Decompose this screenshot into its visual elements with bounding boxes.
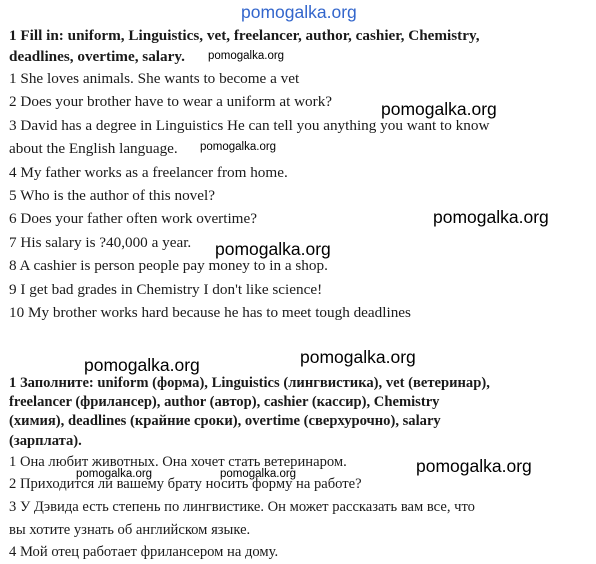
- watermark-large: pomogalka.org: [300, 347, 416, 367]
- russian-answer-3b: вы хотите узнать об английском языке.: [9, 521, 251, 538]
- english-heading-line-2: deadlines, overtime, salary.: [9, 47, 185, 65]
- english-answer-2: 2 Does your brother have to wear a uniform at work?: [9, 93, 333, 111]
- english-answer-3b: about the English language.: [9, 140, 178, 158]
- russian-heading-line-3: (химия), deadlines (крайние сроки), overtime (сверхурочно), salary: [9, 413, 441, 430]
- english-answer-3a: 3 David has a degree in Linguistics He can tell you anything you want to know: [9, 116, 490, 134]
- english-answer-6: 6 Does your father often work overtime?: [9, 210, 257, 228]
- english-answer-5: 5 Who is the author of this novel?: [9, 187, 215, 205]
- english-answer-10: 10 My brother works hard because he has to meet tough deadlines: [9, 304, 411, 322]
- russian-heading-line-4: (зарплата).: [9, 432, 82, 449]
- russian-answer-3a: 3 У Дэвида есть степень по лингвистике. Он может рассказать вам все, что: [9, 499, 475, 515]
- english-heading-line-1: 1 Fill in: uniform, Linguistics, vet, freelancer, author, cashier, Chemistry,: [9, 27, 480, 44]
- english-answer-1: 1 She loves animals. She wants to become a vet: [9, 70, 300, 87]
- watermark-large: pomogalka.org: [416, 456, 532, 476]
- russian-answer-4: 4 Мой отец работает фрилансером на дому.: [9, 544, 279, 561]
- russian-heading-line-1: 1 Заполните: uniform (форма), Linguistics (лингвистика), vet (ветеринар),: [9, 375, 490, 391]
- watermark-small: pomogalka.org: [208, 50, 285, 62]
- watermark-large: pomogalka.org: [381, 99, 497, 119]
- english-exercise: [9, 26, 589, 324]
- watermark-large: pomogalka.org: [215, 239, 331, 259]
- watermark-top: pomogalka.org: [241, 2, 357, 22]
- watermark-large: pomogalka.org: [433, 207, 549, 227]
- english-answer-9: 9 I get bad grades in Chemistry I don't like science!: [9, 280, 323, 298]
- watermark-small: pomogalka.org: [200, 141, 277, 153]
- watermark-large: pomogalka.org: [84, 355, 200, 375]
- russian-answer-2: 2 Приходится ли вашему брату носить форму на работе?: [9, 476, 362, 493]
- english-answer-8: 8 A cashier is person people pay money to in a shop.: [9, 257, 328, 275]
- russian-heading-line-2: freelancer (фрилансер), author (автор), cashier (кассир), Chemistry: [9, 394, 440, 411]
- russian-answer-1: 1 Она любит животных. Она хочет стать ветеринаром.: [9, 453, 347, 470]
- watermark-small: pomogalka.org: [76, 468, 153, 480]
- english-answer-7: 7 His salary is ?40,000 a year.: [9, 233, 192, 251]
- watermark-small: pomogalka.org: [220, 468, 297, 480]
- english-answer-4: 4 My father works as a freelancer from home.: [9, 163, 288, 181]
